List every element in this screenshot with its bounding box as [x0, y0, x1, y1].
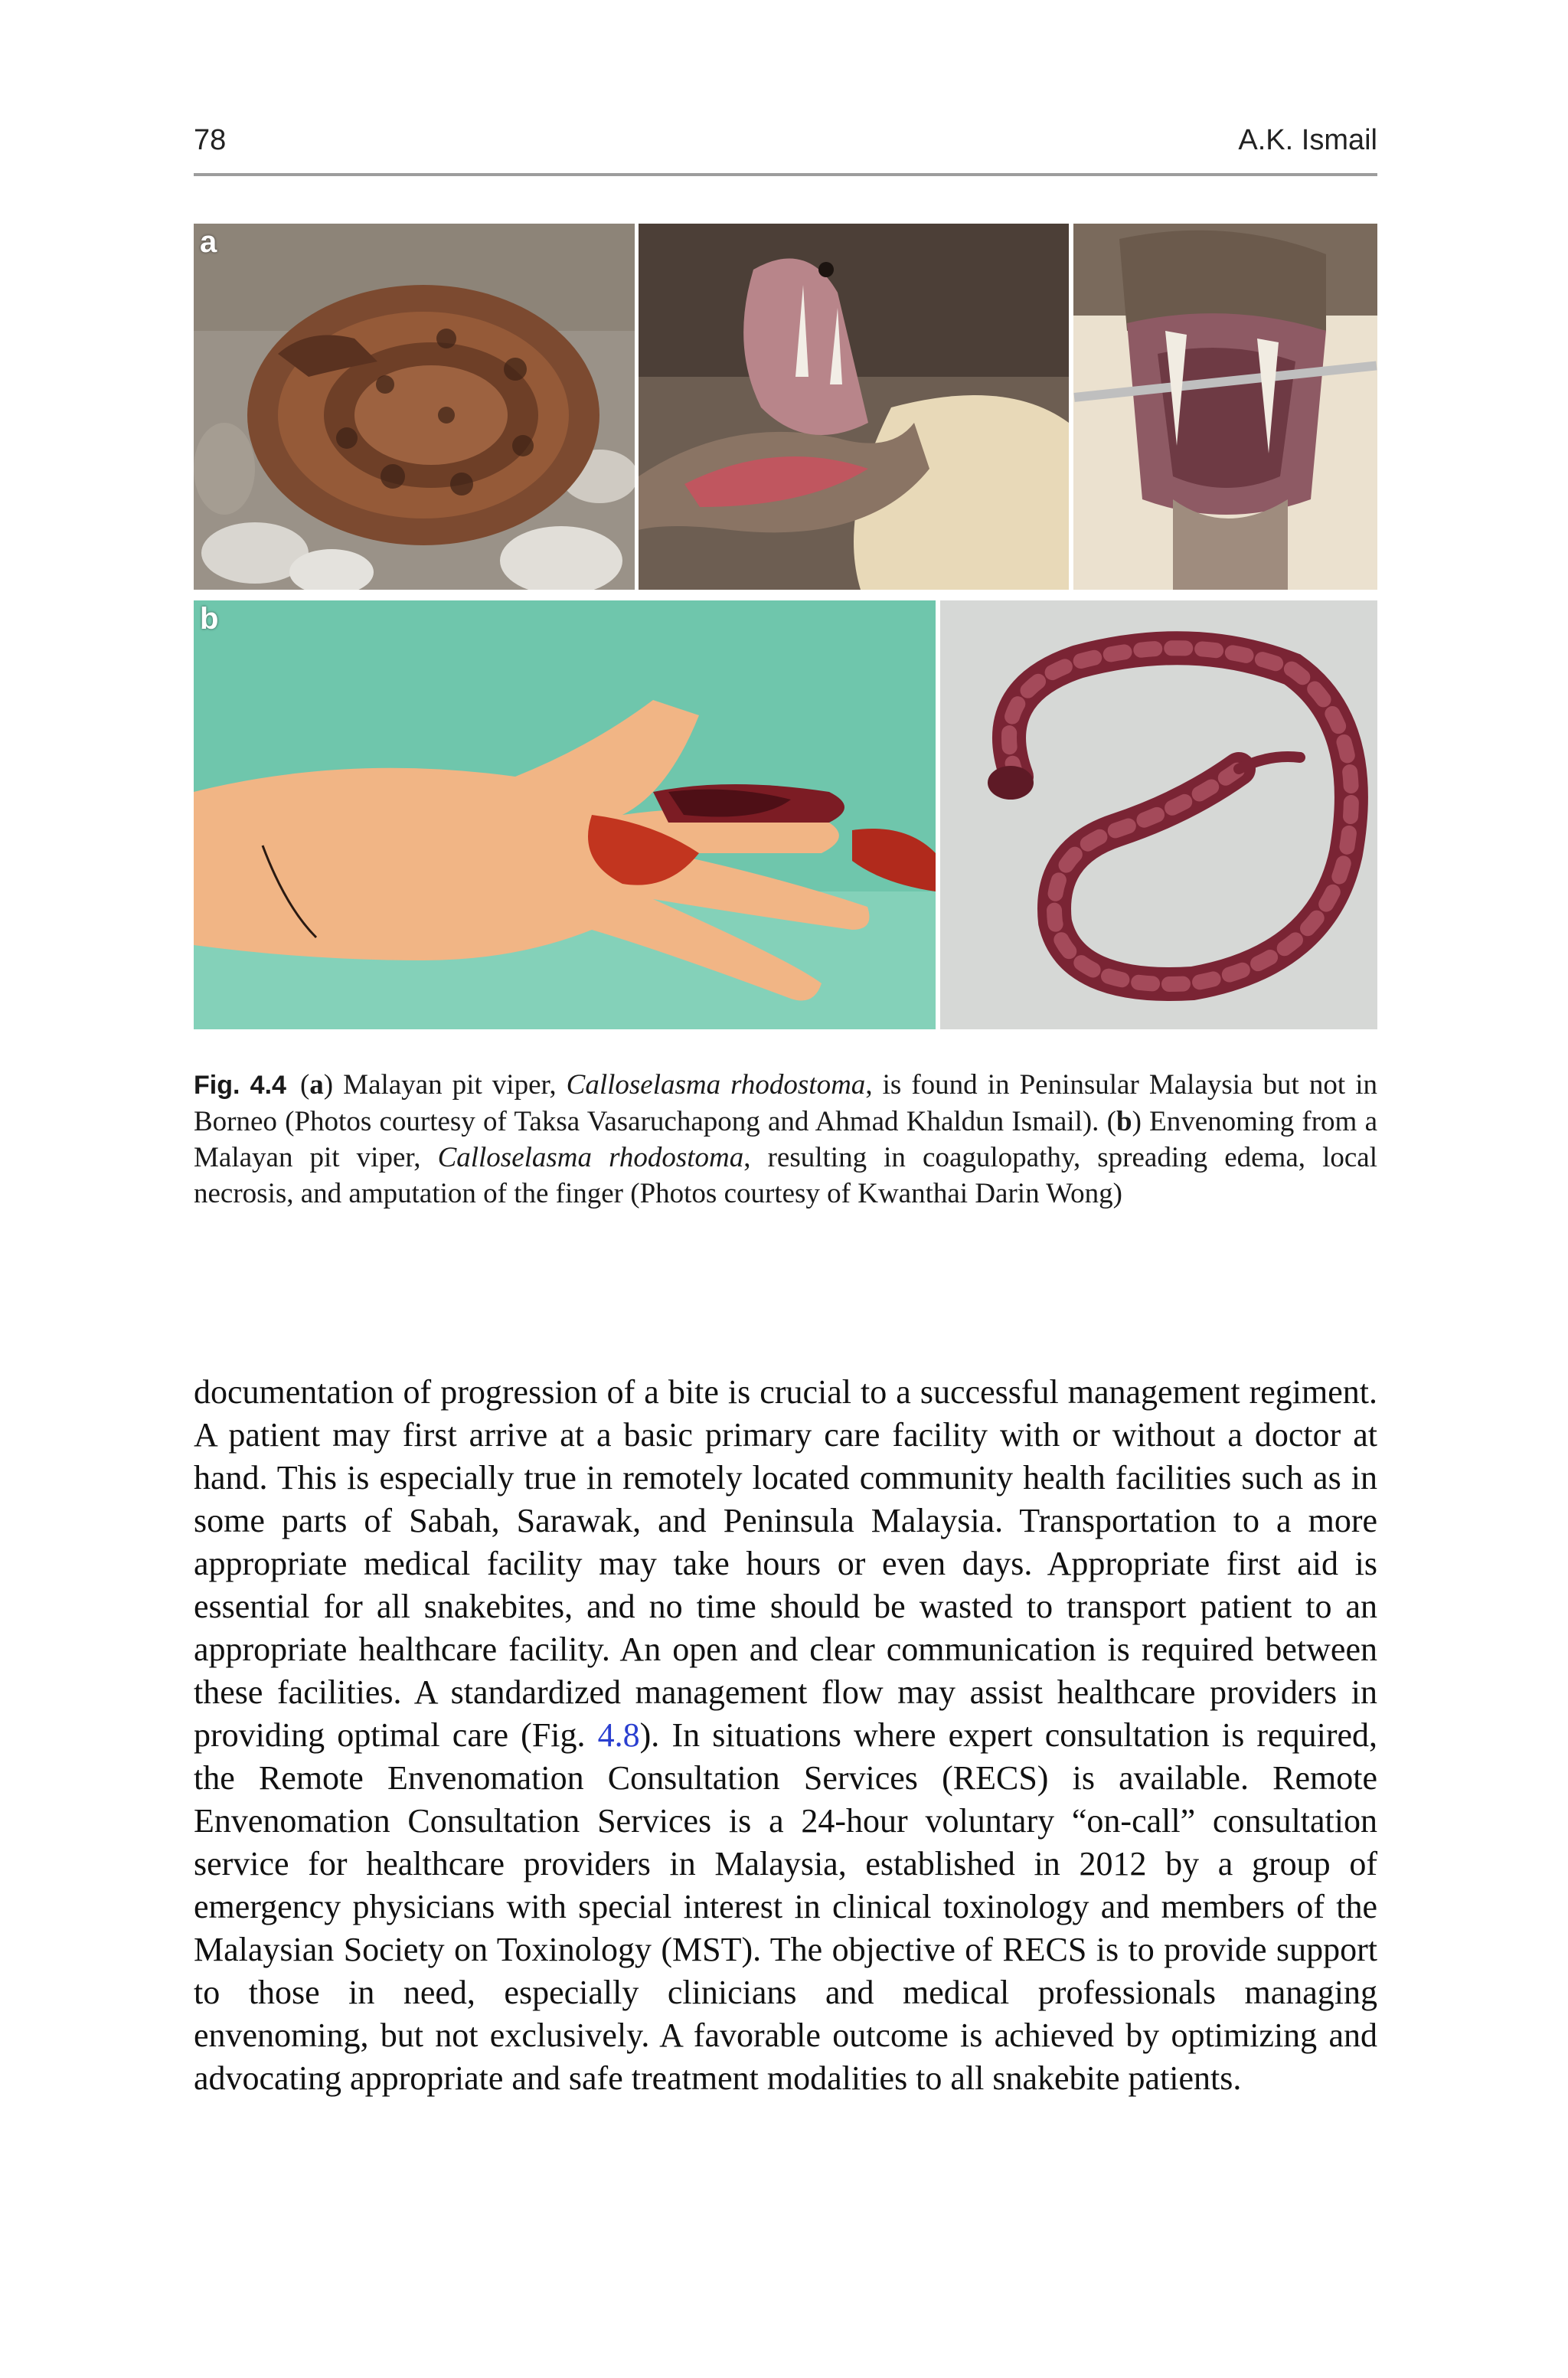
page-number: 78	[194, 124, 227, 156]
caption-a-text-1: ) Malayan pit viper,	[323, 1069, 567, 1101]
photo-envenomed-hand	[194, 600, 936, 1029]
caption-a-species: Calloselasma rhodostoma	[566, 1069, 866, 1101]
photo-viper-coiled	[194, 224, 635, 590]
figure-reference-link[interactable]: 4.8	[597, 1716, 640, 1754]
caption-paren: (	[299, 1069, 310, 1101]
page-header	[194, 123, 1377, 176]
figure-caption	[194, 1067, 1377, 1212]
photo-viper-fangs	[639, 224, 1069, 590]
caption-b-species: Calloselasma rhodostoma	[437, 1142, 744, 1173]
caption-b-text-2: , resulting in coagulopathy, spreading edema, local necrosis, and amputation of the finger (Photos courtesy of Kwanthai Darin Wong)	[194, 1142, 1377, 1209]
photo-snake-specimen	[940, 600, 1377, 1029]
caption-b-text-1: ) Envenoming from a Malayan pit viper,	[194, 1106, 1377, 1173]
body-text-part-2: ). In situations where expert consultation is required, the Remote Envenomation Consultation Services (RECS) is available. Remote Envenomation Consultation Services is a 24-hour voluntary “on-call” consultation service for healthcare providers in Malaysia, established in 2012 by a group of emergency physicians with special interest in clinical toxinology and members of the Malaysian Society on Toxinology (MST). The objective of RECS is to provide support to those in need, especially clinicians and medical professionals managing envenoming, but not exclusively. A favorable outcome is achieved by optimizing and advocating appropriate and safe treatment modalities to all snakebite patients.	[194, 1716, 1377, 2097]
body-paragraph	[194, 1371, 1377, 2100]
caption-panel-a-letter: a	[309, 1069, 324, 1101]
panel-label-b: b	[200, 602, 219, 636]
caption-panel-b-letter: b	[1116, 1106, 1132, 1137]
panel-label-a: a	[200, 225, 217, 259]
figure-label: Fig. 4.4	[194, 1071, 286, 1100]
caption-a-text-2: , is found in Peninsular Malaysia but not in Borneo (Photos courtesy of Taksa Vasaruchapong and Ahmad Khaldun Ismail). (	[194, 1069, 1377, 1137]
photo-viper-fangs-probe	[1073, 224, 1377, 590]
running-head-author: A.K. Ismail	[1238, 124, 1377, 156]
body-text-part-1: documentation of progression of a bite is crucial to a successful management regiment. A patient may first arrive at a basic primary care facility with or without a doctor at hand. This is especially true in remotely located community health facilities such as in some parts of Sabah, Sarawak, and Peninsula Malaysia. Transportation to a more appropriate medical facility may take hours or even days. Appropriate first aid is essential for all snakebites, and no time should be wasted to transport patient to an appropriate healthcare facility. An open and clear communication is required between these facilities. A standardized management flow may assist healthcare providers in providing optimal care (Fig.	[194, 1373, 1377, 1754]
